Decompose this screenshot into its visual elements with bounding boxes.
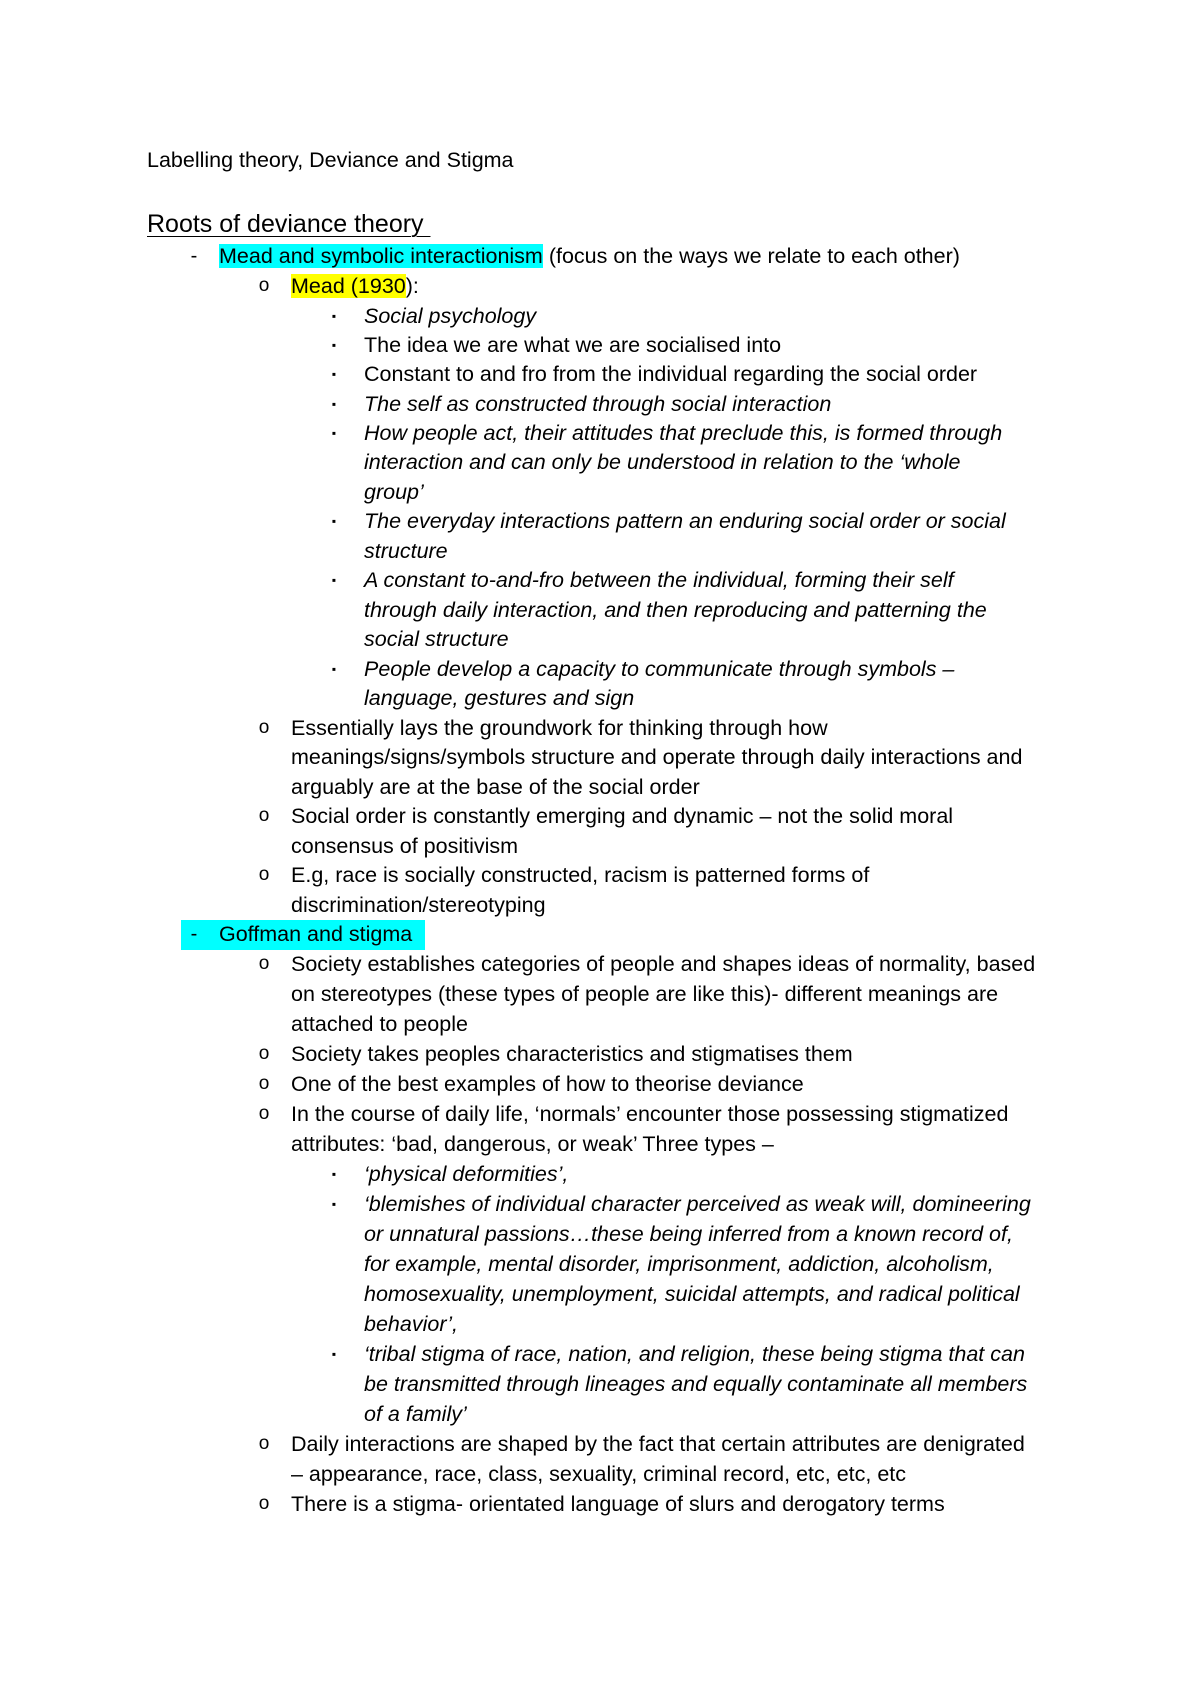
square-bullet: ▪ [331, 573, 337, 587]
list-item-continued: be transmitted through lineages and equally contaminate all members [364, 1372, 1028, 1396]
highlighted-label: Mead (1930 [291, 274, 406, 298]
topic-mead: Mead and symbolic interactionism (focus on the ways we relate to each other) [219, 244, 960, 268]
square-bullet: ▪ [331, 514, 337, 528]
square-bullet: ▪ [331, 309, 337, 323]
dash-bullet: - [190, 245, 198, 267]
dash-bullet: - [190, 923, 198, 945]
square-bullet: ▪ [331, 662, 337, 676]
list-item: In the course of daily life, ‘normals’ encounter those possessing stigmatized [291, 1102, 1009, 1126]
list-item: ‘physical deformities’, [364, 1162, 569, 1186]
document-title: Labelling theory, Deviance and Stigma [147, 148, 514, 172]
list-item: Society establishes categories of people and shapes ideas of normality, based [291, 952, 1036, 976]
circle-bullet: o [258, 1493, 270, 1514]
circle-bullet: o [258, 953, 270, 974]
list-item: E.g, race is socially constructed, racism is patterned forms of [291, 863, 870, 887]
list-item-continued: interaction and can only be understood in relation to the ‘whole [364, 450, 961, 474]
square-bullet: ▪ [331, 426, 337, 440]
list-item-continued: discrimination/stereotyping [291, 893, 546, 917]
circle-bullet: o [258, 1043, 270, 1064]
list-item-continued: language, gestures and sign [364, 686, 635, 710]
list-item: Daily interactions are shaped by the fact that certain attributes are denigrated [291, 1432, 1025, 1456]
list-item: How people act, their attitudes that preclude this, is formed through [364, 421, 1003, 445]
list-item-continued: of a family’ [364, 1402, 467, 1426]
list-item-continued: behavior’, [364, 1312, 459, 1336]
list-item-continued: or unnatural passions…these being inferred from a known record of, [364, 1222, 1013, 1246]
list-item-continued: attributes: ‘bad, dangerous, or weak’ Three types – [291, 1132, 774, 1156]
section-heading: Roots of deviance theory [147, 210, 431, 238]
list-item: People develop a capacity to communicate through symbols – [364, 657, 955, 681]
list-item: The everyday interactions pattern an enduring social order or social [364, 509, 1006, 533]
square-bullet: ▪ [331, 1197, 337, 1211]
list-item: ‘blemishes of individual character perceived as weak will, domineering [364, 1192, 1031, 1216]
circle-bullet: o [258, 1433, 270, 1454]
list-item-continued: arguably are at the base of the social order [291, 775, 700, 799]
list-item-continued: – appearance, race, class, sexuality, criminal record, etc, etc, etc [291, 1462, 907, 1486]
list-item-continued: structure [364, 539, 448, 563]
list-item: The idea we are what we are socialised into [364, 333, 782, 357]
square-bullet: ▪ [331, 1347, 337, 1361]
circle-bullet: o [258, 717, 270, 738]
topic-goffman: Goffman and stigma [219, 922, 413, 946]
circle-bullet: o [258, 1103, 270, 1124]
list-item: Social order is constantly emerging and dynamic – not the solid moral [291, 804, 954, 828]
list-item: Essentially lays the groundwork for thinking through how [291, 716, 828, 740]
list-item-continued: meanings/signs/symbols structure and operate through daily interactions and [291, 745, 1023, 769]
list-item-continued: attached to people [291, 1012, 468, 1036]
list-item-continued: group’ [364, 480, 424, 504]
list-item: One of the best examples of how to theorise deviance [291, 1072, 804, 1096]
mead-1930-label: Mead (1930): [291, 274, 419, 298]
list-item: ‘tribal stigma of race, nation, and religion, these being stigma that can [364, 1342, 1025, 1366]
square-bullet: ▪ [331, 1167, 337, 1181]
circle-bullet: o [258, 275, 270, 296]
list-item: Society takes peoples characteristics and stigmatises them [291, 1042, 853, 1066]
circle-bullet: o [258, 1073, 270, 1094]
list-item: The self as constructed through social interaction [364, 392, 832, 416]
list-item-continued: social structure [364, 627, 509, 651]
square-bullet: ▪ [331, 338, 337, 352]
list-item-continued: homosexuality, unemployment, suicidal attempts, and radical political [364, 1282, 1020, 1306]
list-item: There is a stigma- orientated language of slurs and derogatory terms [291, 1492, 945, 1516]
highlighted-topic: Mead and symbolic interactionism [219, 244, 543, 268]
square-bullet: ▪ [331, 397, 337, 411]
list-item-continued: for example, mental disorder, imprisonment, addiction, alcoholism, [364, 1252, 994, 1276]
square-bullet: ▪ [331, 367, 337, 381]
list-item: Social psychology [364, 304, 537, 328]
list-item: A constant to-and-fro between the individual, forming their self [364, 568, 954, 592]
circle-bullet: o [258, 805, 270, 826]
list-item: Constant to and fro from the individual regarding the social order [364, 362, 978, 386]
list-item-continued: through daily interaction, and then reproducing and patterning the [364, 598, 987, 622]
circle-bullet: o [258, 864, 270, 885]
list-item-continued: on stereotypes (these types of people are like this)- different meanings are [291, 982, 999, 1006]
list-item-continued: consensus of positivism [291, 834, 519, 858]
